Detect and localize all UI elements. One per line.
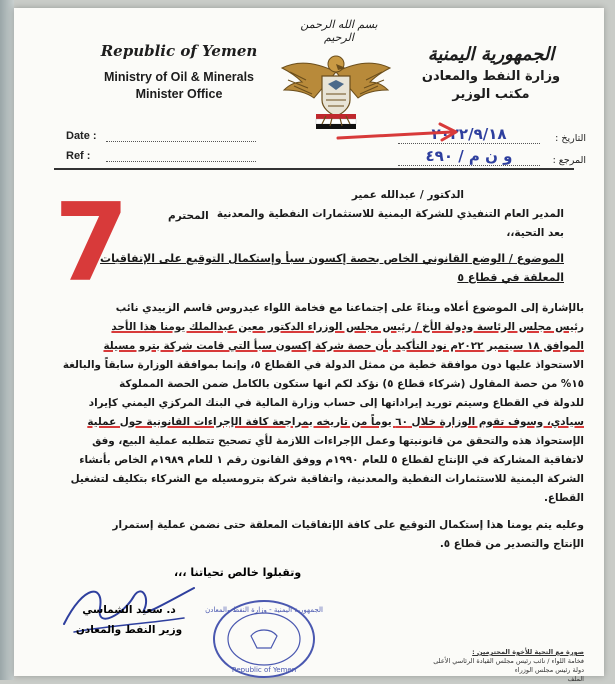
ref-value: و ن م / ٤٩٠ — [398, 147, 540, 166]
ref-label-ar: المرجع : — [552, 155, 586, 166]
stamp-text-en: Republic of Yemen — [231, 666, 297, 674]
paragraph-line: ١٥% من حصة المقاول (شركاء قطاع ٥) نؤكد لكم انها ستكون بالكامل ضمن الحصة المملوكة — [119, 378, 584, 390]
ministry-en: Ministry of Oil & Minerals — [103, 70, 255, 84]
signer-block — [64, 600, 194, 640]
cc-line: الملف — [567, 675, 584, 683]
header-arabic — [396, 44, 586, 102]
republic-ar: الجمهورية اليمنية — [427, 44, 555, 65]
cc-block — [384, 648, 584, 684]
header-divider — [54, 168, 574, 170]
ref-dots — [106, 152, 256, 162]
paragraph-line: للدولة في القطاع وسيتم توريد إيراداتها إلى حساب وزارة المالية في البنك المركزي اليمني كإيراد — [88, 397, 584, 409]
cc-line: دولة رئيس مجلس الوزراء — [514, 666, 584, 674]
letter-page — [14, 8, 604, 683]
addressee-name: الدكتور / عبدالله عمير — [351, 189, 464, 201]
office-en: Minister Office — [135, 87, 223, 101]
red-numeral-text: 7 — [54, 181, 130, 306]
greeting: بعد التحية،، — [506, 227, 564, 239]
addressee-title: المدير العام التنفيذي للشركة اليمنية للاستثمارات النفطية والمعدنية — [216, 208, 564, 220]
closing-line: وتقبلوا خالص تحياتنا ،،، — [174, 566, 302, 579]
basmala: بسم الله الرحمن الرحيم — [300, 18, 378, 44]
paragraph-line: بالإشارة إلى الموضوع أعلاه وبناءً على إجتماعنا مع فخامة اللواء عيدروس قاسم الزبيدي نائب — [115, 302, 584, 314]
subject-line-2: المعلقة في قطاع ٥ — [457, 271, 564, 284]
date-label-en: Date : — [66, 130, 97, 142]
office-ar: مكتب الوزير — [452, 87, 530, 102]
meta-english — [66, 122, 256, 162]
photo-edge — [0, 0, 14, 680]
paragraph-line: الإنتاج والتصدير من قطاع ٥. — [439, 538, 584, 550]
letter-body — [58, 186, 584, 554]
cc-line: فخامة اللواء / نائب رئيس مجلس القيادة الرئاسي الأعلى — [433, 657, 584, 665]
ministry-ar: وزارة النفط والمعادن — [421, 69, 561, 84]
date-label-ar: التاريخ : — [555, 133, 586, 144]
paragraph-line: الإستحواذ هذه والتحقق من قانونيتها وعمل الإجراءات اللازمة لأي تصحيح تتطلبه عملية البيع، وفق — [92, 435, 584, 447]
paragraph-line: وعليه يتم يومنا هذا إستكمال التوقيع على كافة الإتفاقيات المعلقة حتى نضمن عملية إستمرار — [112, 519, 584, 531]
cc-title: صورة مع التحية للأخوة المحترمين : — [472, 648, 584, 656]
signer-title: وزير النفط والمعادن — [75, 624, 183, 636]
paragraph-line: سيادي، وسوف تقوم الوزارة خلال ٦٠ يوماً من تاريخه بمراجعة كافة الإجراءات القانونية حول عملية — [87, 416, 584, 428]
official-stamp — [205, 596, 323, 682]
paragraph-line: رئيس مجلس الرئاسة ودولة الأخ / رئيس مجلس الوزراء الدكتور معين عبدالملك يومنا هذا الأحد — [111, 321, 584, 333]
stamp-text-ar: الجمهورية اليمنية - وزارة النفط والمعادن — [205, 606, 323, 614]
paragraph-line: الاستحواذ عليها دون موافقة خطية من ممثل الدولة في القطاع ٥، وإنما بموافقة الوزارة سابقاً والبالغة — [62, 359, 584, 371]
paragraph-line: الموافق ١٨ سبتمبر ٢٠٢٢م نود التأكيد بأن حصة شركة إكسون سبأ التي قامت شركة بترو مسيلة — [103, 340, 584, 352]
date-value: ٢٠٢٢/٩/١٨ — [398, 125, 540, 144]
date-dots — [106, 132, 256, 142]
paragraph-line: الشركة اليمنية للاستثمارات النفطية والمعدنية، واتفاقية شركة بترومسيله مع الشركاء بتكليف لتشغيل — [70, 473, 584, 485]
red-arrow-annotation-icon — [334, 118, 464, 148]
paragraph-line: القطاع. — [543, 492, 584, 504]
republic-en: Republic of Yemen — [100, 42, 258, 60]
honorific: المحترم — [168, 210, 209, 222]
signer-name: د. سعيد الشماسي — [82, 604, 176, 616]
header-english — [74, 42, 284, 101]
ref-label-en: Ref : — [66, 150, 91, 162]
subject-line-1: الموضوع / الوضع القانوني الخاص بحصة إكسون سبأ وإستكمال التوقيع على الإتفاقيات — [100, 252, 564, 265]
paragraph-line: لاتفاقية المشاركة في الإنتاج لقطاع ٥ للعام ١٩٩٠م ووفق القانون رقم ١ للعام ١٩٨٩م الخاص بأنشاء — [79, 454, 584, 466]
